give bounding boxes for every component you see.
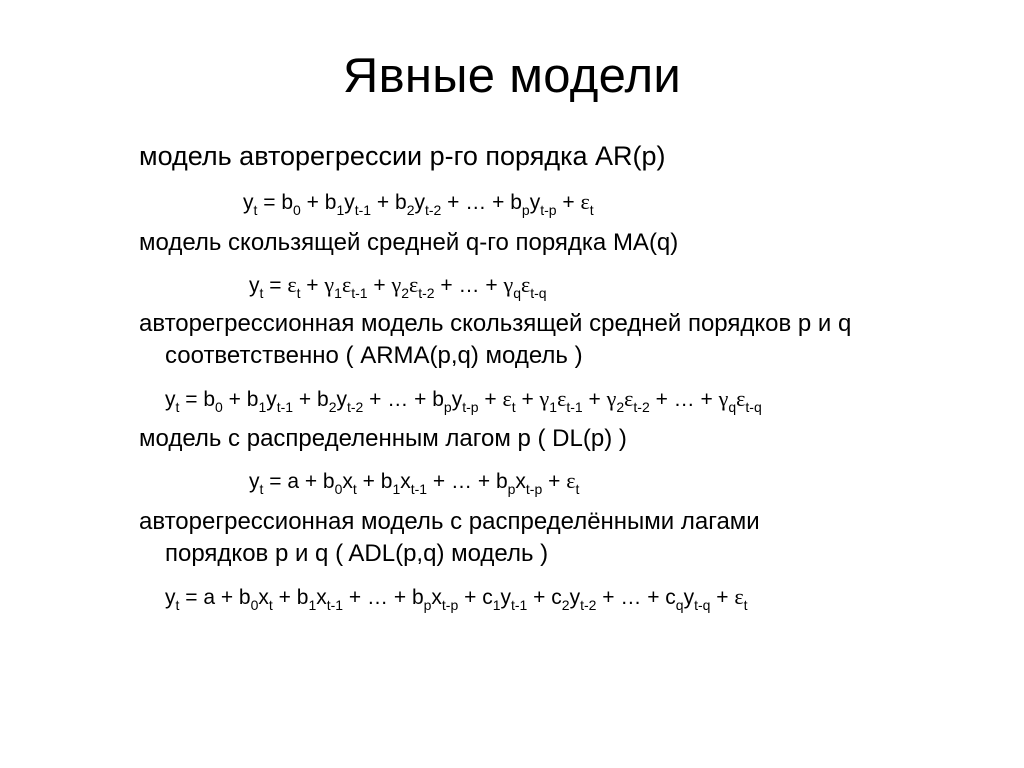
model-adl-label-line-1: авторегрессионная модель с распределёнными лагами: [139, 508, 760, 535]
formula-greek-symbol: ε: [287, 272, 297, 297]
formula-text: x: [258, 586, 269, 609]
formula-subscript: t-q: [745, 399, 762, 415]
formula-subscript: t-p: [540, 202, 557, 218]
formula-greek-symbol: γ: [718, 386, 729, 411]
formula-greek-symbol: ε: [580, 189, 590, 214]
formula-subscript: t-2: [425, 202, 442, 218]
formula-text: + c: [527, 586, 562, 609]
formula-text: +: [515, 388, 540, 411]
formula-subscript: t: [352, 481, 357, 497]
formula-greek-symbol: ε: [557, 386, 567, 411]
formula-text: =: [263, 274, 288, 297]
formula-greek-symbol: ε: [341, 272, 352, 297]
formula-text: = a + b: [179, 586, 251, 609]
formula-subscript: t-2: [580, 597, 597, 613]
formula-subscript: p: [507, 481, 516, 497]
formula-text: + … + c: [596, 586, 676, 609]
formula-subscript: 1: [334, 285, 342, 301]
slide-title: Явные модели: [342, 49, 682, 103]
formula-subscript: 2: [401, 285, 409, 301]
formula-text: + b: [293, 388, 329, 411]
formula-text: + b: [356, 470, 393, 493]
formula-greek-symbol: γ: [606, 386, 617, 411]
model-arma-formula: [165, 384, 762, 415]
formula-subscript: t-1: [566, 399, 583, 415]
formula-subscript: t: [296, 285, 301, 301]
formula-greek-symbol: ε: [734, 584, 744, 609]
formula-subscript: t-1: [351, 285, 368, 301]
model-arma-label-line-1: авторегрессионная модель скользящей средней порядков p и q: [139, 310, 852, 337]
formula-text: y: [266, 388, 277, 411]
formula-text: y: [451, 388, 463, 411]
formula-text: + … + b: [343, 586, 424, 609]
formula-text: + b: [222, 388, 259, 411]
formula-text: x: [431, 586, 442, 609]
formula-text: y: [414, 191, 425, 214]
formula-subscript: t: [268, 597, 273, 613]
formula-subscript: t: [259, 285, 264, 301]
formula-text: x: [342, 470, 353, 493]
formula-text: +: [300, 274, 325, 297]
formula-subscript: 1: [336, 202, 345, 218]
formula-subscript: t-p: [462, 399, 479, 415]
formula-subscript: t-1: [511, 597, 528, 613]
formula-text: + … + b: [441, 191, 522, 214]
formula-greek-symbol: ε: [521, 272, 531, 297]
formula-text: y: [500, 586, 511, 609]
formula-text: y: [165, 586, 176, 609]
model-adl-label-line-2: порядков p и q ( ADL(p,q) модель ): [165, 540, 549, 567]
formula-text: y: [569, 586, 581, 609]
formula-text: x: [400, 470, 411, 493]
formula-text: x: [316, 586, 327, 609]
formula-subscript: 1: [308, 597, 317, 613]
formula-subscript: t-q: [694, 597, 711, 613]
formula-text: + b: [300, 191, 337, 214]
formula-subscript: t: [259, 481, 264, 497]
formula-subscript: 0: [334, 481, 343, 497]
formula-text: y: [336, 388, 347, 411]
formula-subscript: t-1: [354, 202, 372, 218]
formula-text: + … +: [649, 388, 719, 411]
model-adl-formula: [165, 582, 748, 613]
formula-subscript: 2: [328, 399, 337, 415]
formula-greek-symbol: γ: [539, 386, 550, 411]
formula-subscript: t-1: [276, 399, 294, 415]
formula-subscript: 0: [250, 597, 259, 613]
formula-subscript: q: [728, 399, 737, 415]
formula-subscript: 0: [293, 202, 301, 218]
formula-text: + b: [272, 586, 309, 609]
formula-subscript: t-p: [441, 597, 459, 613]
formula-greek-symbol: γ: [324, 272, 335, 297]
formula-subscript: p: [521, 202, 530, 218]
formula-text: y: [249, 470, 260, 493]
formula-subscript: 2: [561, 597, 570, 613]
formula-subscript: t: [589, 202, 594, 218]
formula-subscript: 1: [492, 597, 501, 613]
formula-subscript: 1: [549, 399, 558, 415]
formula-text: +: [582, 388, 607, 411]
formula-subscript: 1: [258, 399, 267, 415]
formula-text: y: [529, 191, 541, 214]
formula-text: y: [249, 274, 260, 297]
formula-text: +: [367, 274, 392, 297]
model-arma-label-line-2: соответственно ( ARMA(p,q) модель ): [165, 342, 583, 369]
formula-greek-symbol: ε: [409, 272, 419, 297]
formula-subscript: q: [513, 285, 521, 301]
formula-greek-symbol: γ: [503, 272, 514, 297]
formula-subscript: t-1: [326, 597, 344, 613]
formula-text: + b: [371, 191, 407, 214]
formula-text: y: [344, 191, 355, 214]
formula-greek-symbol: γ: [391, 272, 402, 297]
formula-text: +: [542, 470, 567, 493]
formula-subscript: 1: [392, 481, 401, 497]
formula-subscript: t: [743, 597, 748, 613]
formula-text: + c: [458, 586, 493, 609]
model-ma-formula: [249, 270, 547, 301]
formula-text: +: [710, 586, 735, 609]
formula-subscript: t-2: [633, 399, 650, 415]
formula-greek-symbol: ε: [502, 386, 512, 411]
formula-text: + … + b: [427, 470, 508, 493]
formula-subscript: t-2: [418, 285, 435, 301]
formula-subscript: t: [253, 202, 258, 218]
formula-subscript: t: [575, 481, 580, 497]
model-ar-formula: [243, 187, 594, 218]
formula-subscript: 2: [406, 202, 415, 218]
formula-subscript: t-2: [347, 399, 364, 415]
formula-subscript: p: [443, 399, 452, 415]
model-ar-label: модель авторегрессии p-го порядка AR(p): [139, 141, 666, 171]
formula-subscript: 0: [215, 399, 223, 415]
formula-greek-symbol: ε: [624, 386, 634, 411]
formula-text: x: [515, 470, 526, 493]
formula-subscript: p: [423, 597, 432, 613]
formula-greek-symbol: ε: [736, 386, 746, 411]
formula-subscript: t: [511, 399, 516, 415]
formula-text: y: [243, 191, 254, 214]
formula-subscript: t: [175, 597, 180, 613]
formula-text: = a + b: [263, 470, 335, 493]
formula-subscript: t-1: [410, 481, 428, 497]
model-dl-label: модель с распределенным лагом p ( DL(p) ): [139, 425, 627, 452]
model-ma-label: модель скользящей средней q-го порядка MA(q): [139, 229, 679, 256]
formula-text: = b: [257, 191, 294, 214]
formula-text: +: [556, 191, 581, 214]
formula-subscript: q: [675, 597, 684, 613]
formula-text: = b: [179, 388, 216, 411]
formula-subscript: t: [175, 399, 180, 415]
formula-greek-symbol: ε: [566, 468, 576, 493]
formula-text: + … +: [434, 274, 504, 297]
formula-subscript: 2: [616, 399, 625, 415]
formula-text: y: [683, 586, 695, 609]
model-dl-formula: [249, 466, 579, 497]
formula-subscript: t-q: [530, 285, 547, 301]
formula-text: y: [165, 388, 176, 411]
formula-text: +: [478, 388, 503, 411]
formula-subscript: t-p: [525, 481, 543, 497]
formula-text: + … + b: [363, 388, 444, 411]
